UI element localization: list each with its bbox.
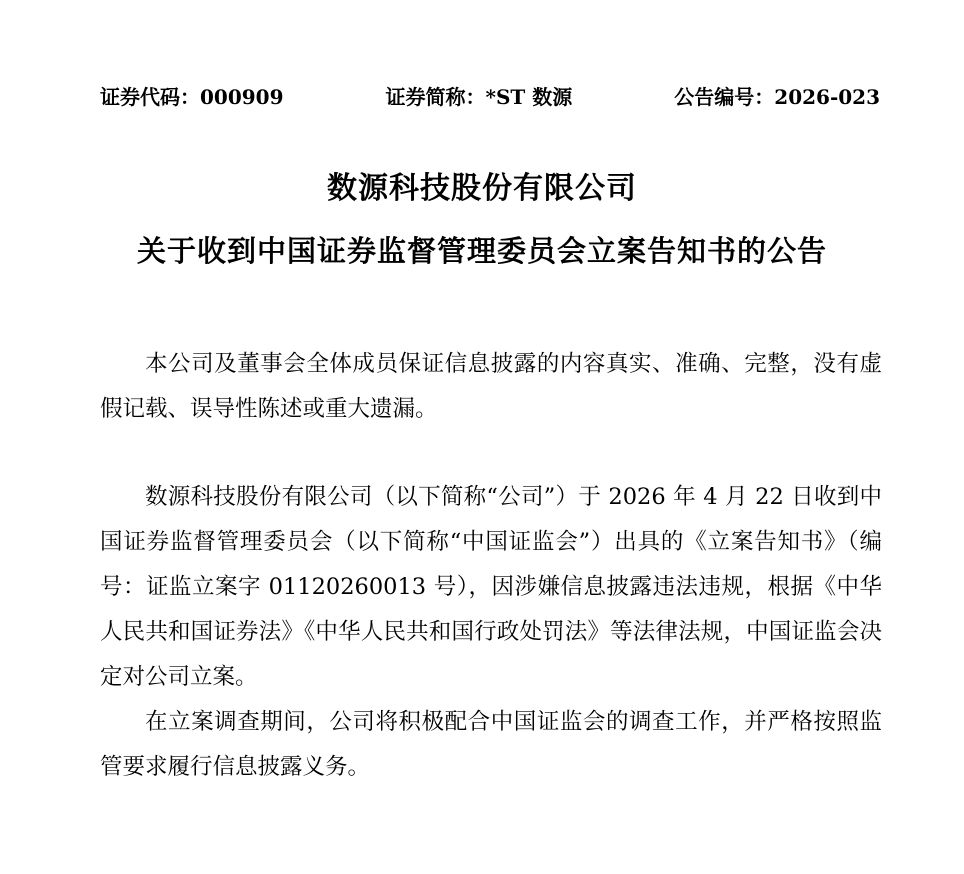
stock-code-label: 证券代码：000909 (100, 85, 284, 109)
document-header-row (100, 86, 880, 108)
announcement-number-label: 公告编号：2026-023 (674, 85, 880, 109)
announcement-document-page (0, 86, 964, 874)
disclaimer-paragraph: 本公司及董事会全体成员保证信息披露的内容真实、准确、完整，没有虚假记载、误导性陈述或重大遗漏。 (100, 351, 882, 422)
title-block (0, 170, 964, 270)
document-body (100, 342, 882, 790)
cooperation-paragraph: 在立案调查期间，公司将积极配合中国证监会的调查工作，并严格按照监管要求履行信息披露义务。 (100, 709, 882, 780)
announcement-subject-title: 关于收到中国证券监督管理委员会立案告知书的公告 (136, 234, 827, 268)
stock-abbreviation-label: 证券简称：*ST 数源 (385, 85, 573, 109)
filing-notice-paragraph: 数源科技股份有限公司（以下简称“公司”）于 2026 年 4 月 22 日收到中国证券监督管理委员会（以下简称“中国证监会”）出具的《立案告知书》（编号：证监立案字 01120260013 号），因涉嫌信息披露违法违规，根据《中华人民共和国证券法》《中华人民共和国行政处罚法》等法律法规，中国证监会决定对公司立案。 (100, 484, 882, 690)
company-name-title: 数源科技股份有限公司 (327, 171, 637, 206)
